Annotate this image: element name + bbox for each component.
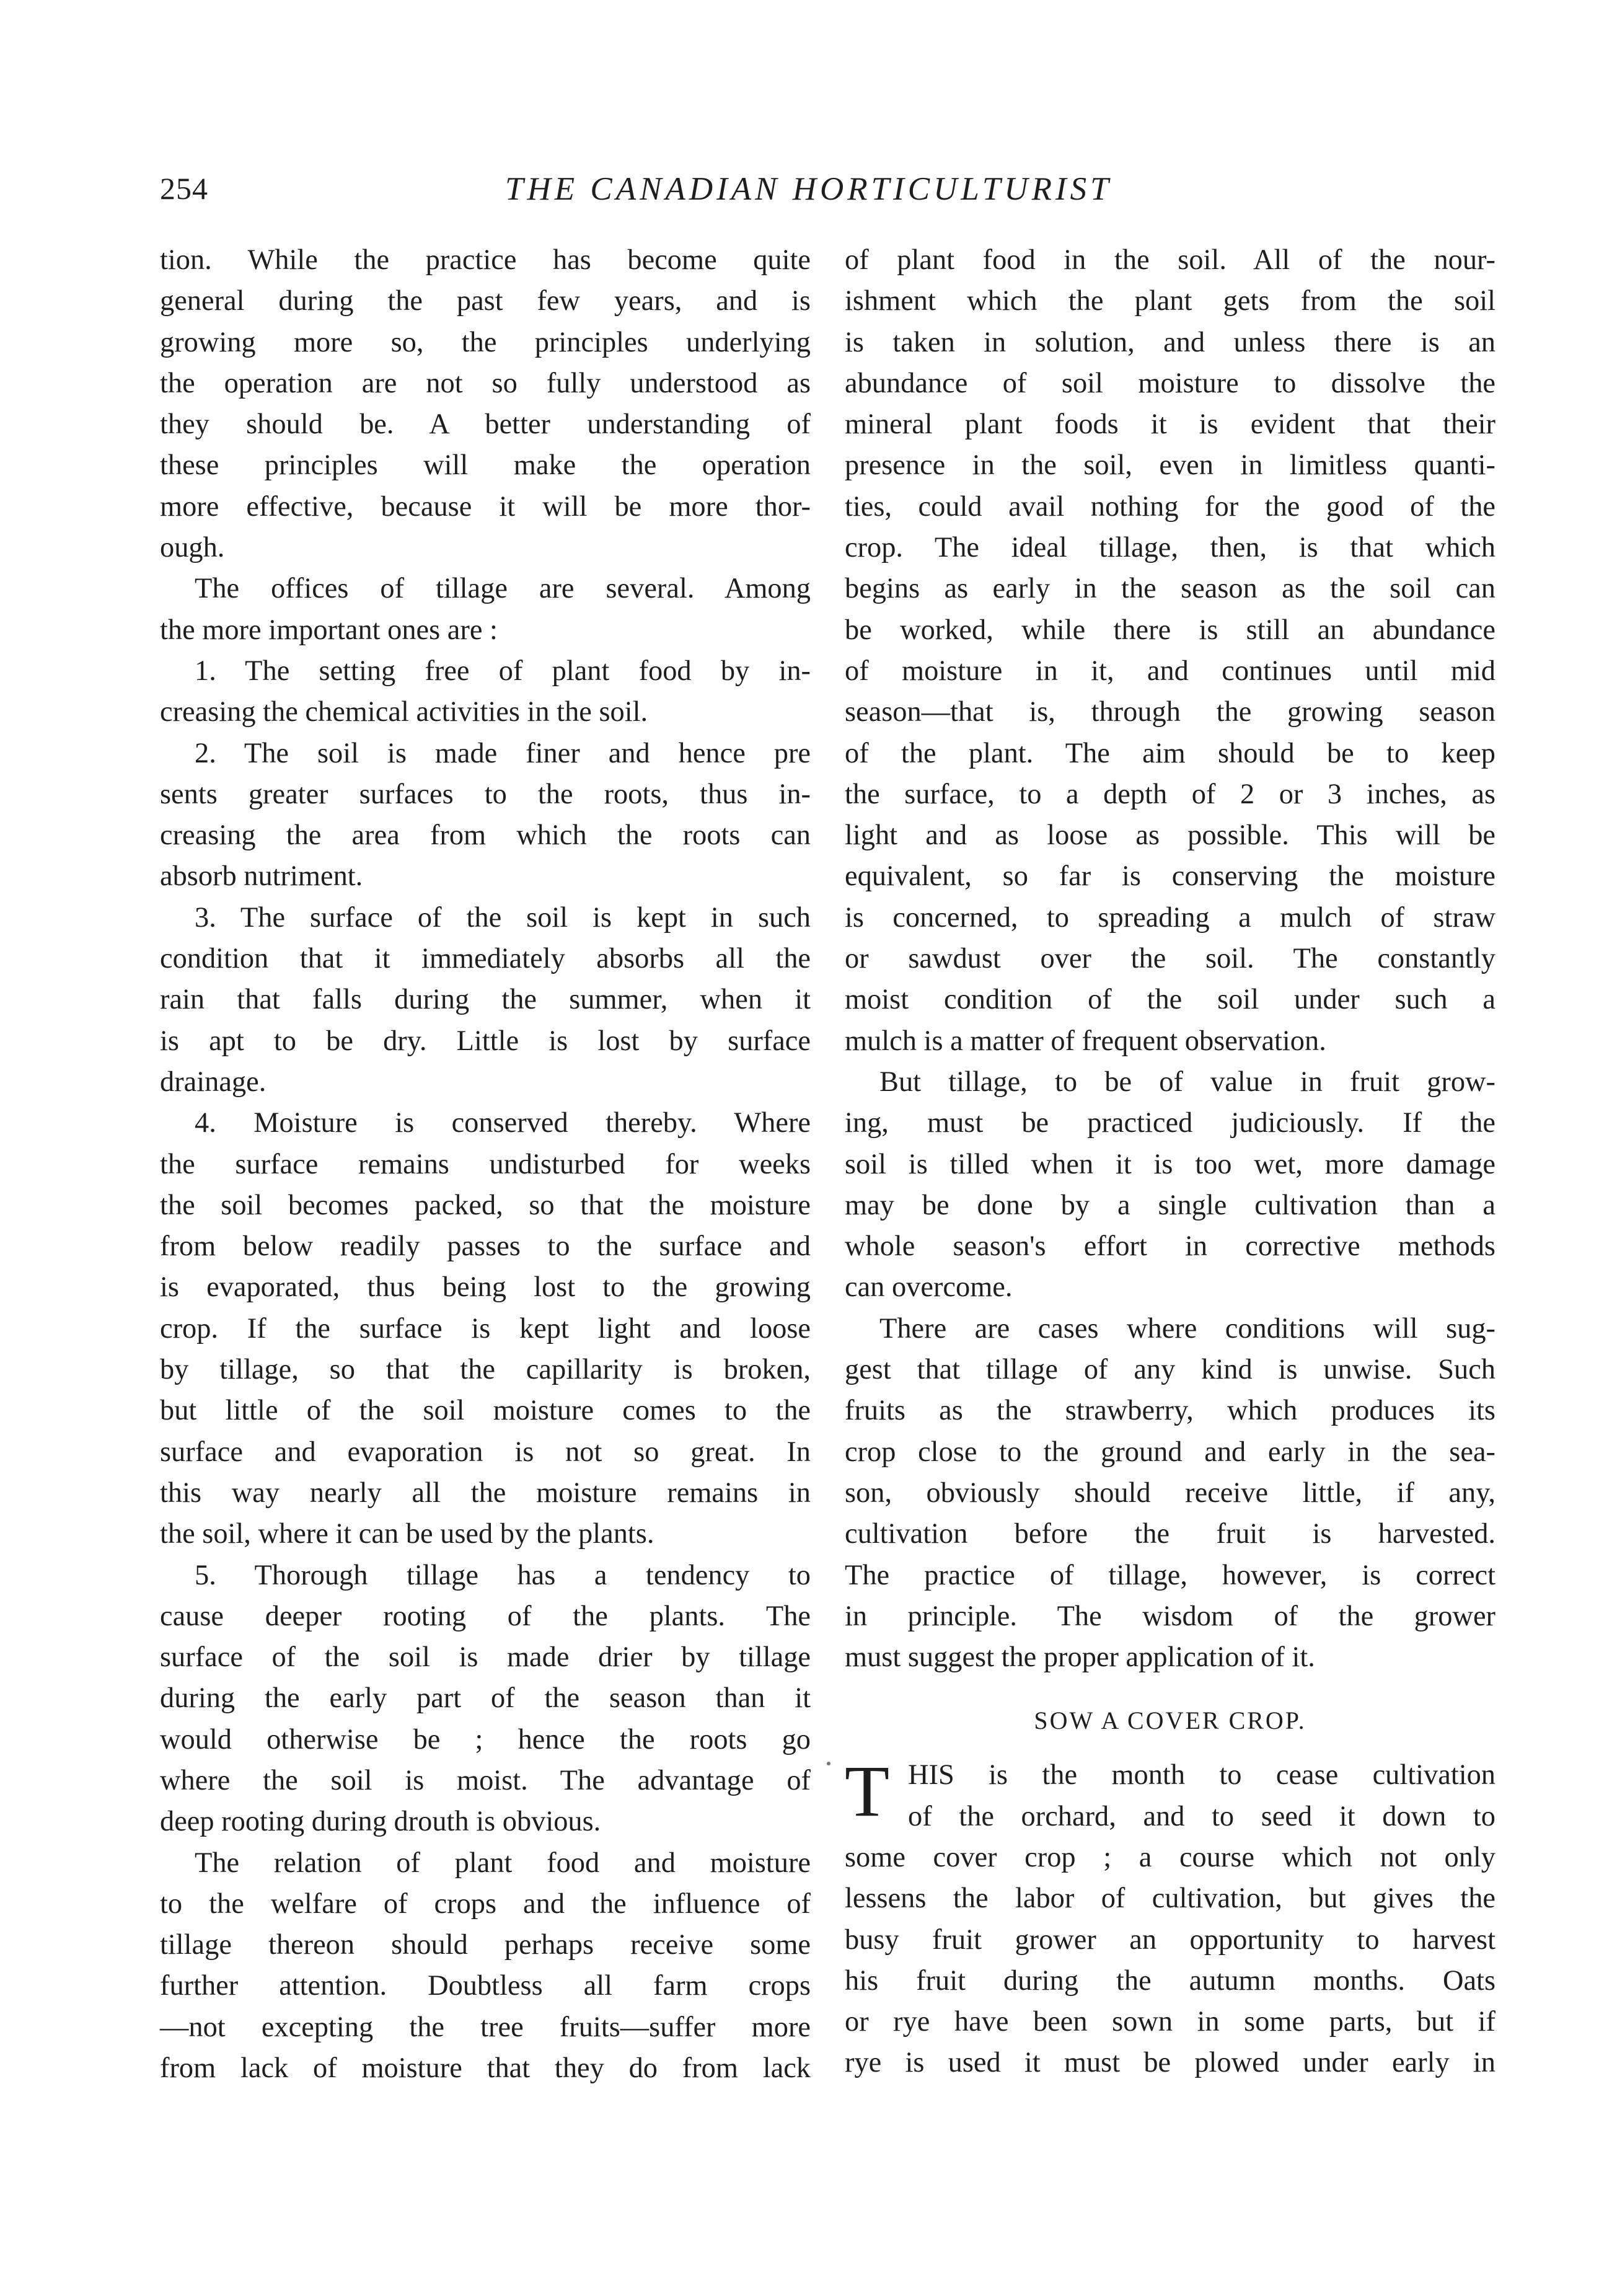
left-column bbox=[160, 240, 811, 2089]
print-speck bbox=[827, 1762, 830, 1765]
text-line: by tillage, so that the capillarity is broken, bbox=[160, 1354, 811, 1386]
text-line: tion. While the practice has become quite bbox=[160, 244, 811, 276]
text-line: from below readily passes to the surface and bbox=[160, 1230, 811, 1263]
text-line: crop. The ideal tillage, then, is that which bbox=[845, 532, 1495, 564]
text-line: general during the past few years, and is bbox=[160, 285, 811, 317]
text-line: surface of the soil is made drier by tillage bbox=[160, 1641, 811, 1674]
text-line: But tillage, to be of value in fruit grow- bbox=[879, 1066, 1495, 1098]
text-line: lessens the labor of cultivation, but gives the bbox=[845, 1883, 1495, 1915]
text-line: equivalent, so far is conserving the moisture bbox=[845, 860, 1495, 893]
text-line: cause deeper rooting of the plants. The bbox=[160, 1600, 811, 1632]
text-line: must suggest the proper application of it. bbox=[845, 1641, 1315, 1674]
text-line: busy fruit grower an opportunity to harvest bbox=[845, 1923, 1495, 1956]
text-line: son, obviously should receive little, if any, bbox=[845, 1477, 1495, 1509]
text-line: —not excepting the tree fruits—suffer more bbox=[160, 2011, 811, 2043]
section-opening bbox=[845, 1751, 1495, 1837]
text-line: be worked, while there is still an abundance bbox=[845, 614, 1495, 646]
text-line: soil is tilled when it is too wet, more damage bbox=[845, 1148, 1495, 1180]
text-line: ties, could avail nothing for the good of the bbox=[845, 490, 1495, 523]
page-header bbox=[160, 170, 1492, 220]
text-line: fruits as the strawberry, which produces its bbox=[845, 1395, 1495, 1427]
text-line: whole season's effort in corrective methods bbox=[845, 1230, 1495, 1263]
text-line: in principle. The wisdom of the grower bbox=[845, 1600, 1495, 1632]
text-line: would otherwise be ; hence the roots go bbox=[160, 1723, 811, 1755]
text-line: mineral plant foods it is evident that their bbox=[845, 408, 1495, 441]
text-line: drainage. bbox=[160, 1066, 266, 1098]
drop-cap-line: of the orchard, and to seed it down to bbox=[908, 1800, 1495, 1832]
text-line: during the early part of the season than it bbox=[160, 1682, 811, 1715]
text-line: The offices of tillage are several. Among bbox=[195, 573, 811, 605]
text-line: crop close to the ground and early in the sea- bbox=[845, 1436, 1495, 1468]
text-line: is concerned, to spreading a mulch of straw bbox=[845, 901, 1495, 934]
text-line: of moisture in it, and continues until mid bbox=[845, 655, 1495, 687]
text-line: of the plant. The aim should be to keep bbox=[845, 737, 1495, 769]
text-line: 1. The setting free of plant food by in- bbox=[195, 655, 811, 687]
text-line: gest that tillage of any kind is unwise. Such bbox=[845, 1354, 1495, 1386]
right-column-body bbox=[845, 240, 1495, 1678]
text-line: of plant food in the soil. All of the nour- bbox=[845, 244, 1495, 276]
text-line: further attention. Doubtless all farm crops bbox=[160, 1970, 811, 2002]
text-line: There are cases where conditions will sug- bbox=[879, 1312, 1495, 1344]
text-line: creasing the area from which the roots can bbox=[160, 819, 811, 852]
drop-cap-line: HIS is the month to cease cultivation bbox=[908, 1759, 1495, 1791]
running-head: THE CANADIAN HORTICULTURIST bbox=[505, 171, 1112, 207]
text-line: but little of the soil moisture comes to the bbox=[160, 1395, 811, 1427]
text-line: growing more so, the principles underlying bbox=[160, 326, 811, 358]
text-line: season—that is, through the growing season bbox=[845, 696, 1495, 728]
text-line: can overcome. bbox=[845, 1271, 1013, 1304]
text-line: 2. The soil is made finer and hence pre bbox=[195, 737, 811, 769]
text-line: ishment which the plant gets from the soil bbox=[845, 285, 1495, 317]
text-line: where the soil is moist. The advantage of bbox=[160, 1764, 811, 1796]
drop-cap: T bbox=[845, 1751, 890, 1832]
text-line: or sawdust over the soil. The constantly bbox=[845, 943, 1495, 975]
text-line: these principles will make the operation bbox=[160, 449, 811, 482]
text-line: rye is used it must be plowed under early in bbox=[845, 2047, 1495, 2079]
text-line: mulch is a matter of frequent observation. bbox=[845, 1025, 1326, 1057]
text-line: absorb nutriment. bbox=[160, 860, 363, 893]
text-line: the soil, where it can be used by the plants. bbox=[160, 1518, 654, 1550]
text-line: they should be. A better understanding of bbox=[160, 408, 811, 441]
text-line: the surface remains undisturbed for weeks bbox=[160, 1148, 811, 1180]
text-line: begins as early in the season as the soil can bbox=[845, 573, 1495, 605]
text-line: ing, must be practiced judiciously. If the bbox=[845, 1107, 1495, 1139]
section-title: SOW A COVER CROP. bbox=[1034, 1707, 1306, 1735]
text-line: his fruit during the autumn months. Oats bbox=[845, 1964, 1495, 1997]
text-line: the surface, to a depth of 2 or 3 inches, as bbox=[845, 778, 1495, 810]
text-line: the operation are not so fully understood as bbox=[160, 367, 811, 399]
text-line: surface and evaporation is not so great. In bbox=[160, 1436, 811, 1468]
text-line: 5. Thorough tillage has a tendency to bbox=[195, 1559, 811, 1591]
text-line: this way nearly all the moisture remains in bbox=[160, 1477, 811, 1509]
text-line: sents greater surfaces to the roots, thus in- bbox=[160, 778, 811, 810]
text-line: ough. bbox=[160, 532, 225, 564]
text-line: may be done by a single cultivation than a bbox=[845, 1189, 1495, 1221]
text-line: to the welfare of crops and the influence of bbox=[160, 1888, 811, 1920]
text-line: rain that falls during the summer, when it bbox=[160, 984, 811, 1016]
right-column bbox=[845, 240, 1495, 2084]
text-line: condition that it immediately absorbs all the bbox=[160, 943, 811, 975]
text-line: deep rooting during drouth is obvious. bbox=[160, 1806, 601, 1838]
text-line: 3. The surface of the soil is kept in such bbox=[195, 901, 811, 934]
page-number: 254 bbox=[160, 171, 208, 206]
text-line: the soil becomes packed, so that the moisture bbox=[160, 1189, 811, 1221]
text-line: light and as loose as possible. This will be bbox=[845, 819, 1495, 852]
text-line: tillage thereon should perhaps receive some bbox=[160, 1929, 811, 1961]
section-body bbox=[845, 1837, 1495, 2084]
text-line: or rye have been sown in some parts, but if bbox=[845, 2006, 1495, 2038]
text-line: abundance of soil moisture to dissolve the bbox=[845, 367, 1495, 399]
text-line: is evaporated, thus being lost to the growing bbox=[160, 1271, 811, 1304]
text-line: more effective, because it will be more thor- bbox=[160, 490, 811, 523]
text-line: creasing the chemical activities in the soil. bbox=[160, 696, 648, 728]
text-line: moist condition of the soil under such a bbox=[845, 984, 1495, 1016]
text-line: 4. Moisture is conserved thereby. Where bbox=[195, 1107, 811, 1139]
text-line: some cover crop ; a course which not only bbox=[845, 1841, 1495, 1873]
text-line: crop. If the surface is kept light and loose bbox=[160, 1312, 811, 1344]
text-line: cultivation before the fruit is harvested. bbox=[845, 1518, 1495, 1550]
text-line: is taken in solution, and unless there is an bbox=[845, 326, 1495, 358]
text-line: the more important ones are : bbox=[160, 614, 498, 646]
text-line: The practice of tillage, however, is correct bbox=[845, 1559, 1495, 1591]
text-line: is apt to be dry. Little is lost by surface bbox=[160, 1025, 811, 1057]
text-line: from lack of moisture that they do from lack bbox=[160, 2052, 811, 2085]
text-line: presence in the soil, even in limitless quanti- bbox=[845, 449, 1495, 482]
text-line: The relation of plant food and moisture bbox=[195, 1847, 811, 1879]
